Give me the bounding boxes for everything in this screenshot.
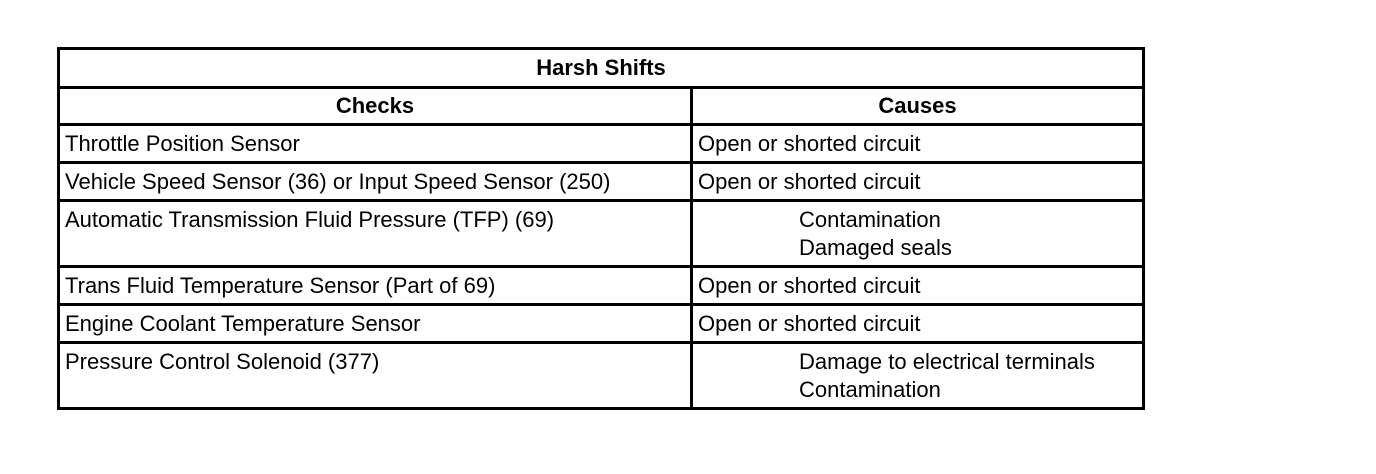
check-label: Throttle Position Sensor (65, 131, 300, 156)
column-header-causes: Causes (692, 88, 1144, 125)
table-row (59, 305, 1144, 343)
harsh-shifts-table (57, 47, 1145, 410)
cause-item: Damage to electrical terminals (799, 349, 1095, 374)
cause-cell (692, 125, 1144, 163)
table-row (59, 267, 1144, 305)
cause-cell (692, 267, 1144, 305)
cause-cell (692, 305, 1144, 343)
check-cell (59, 343, 692, 409)
cause-cell (692, 163, 1144, 201)
cause-label: Open or shorted circuit (698, 273, 921, 298)
cause-item: Contamination (799, 377, 941, 402)
cause-label: Open or shorted circuit (698, 131, 921, 156)
table-row (59, 125, 1144, 163)
cause-label: Open or shorted circuit (698, 169, 921, 194)
check-label: Trans Fluid Temperature Sensor (Part of 69) (65, 273, 496, 298)
check-label: Automatic Transmission Fluid Pressure (TFP) (69) (65, 207, 555, 232)
table-row (59, 343, 1144, 409)
cause-list (693, 202, 1142, 262)
cause-cell (692, 343, 1144, 409)
table-title-row (59, 49, 1144, 88)
cause-item: Contamination (799, 207, 941, 232)
check-cell (59, 305, 692, 343)
table-header-row (59, 88, 1144, 125)
table-row (59, 201, 1144, 267)
cause-item: Damaged seals (799, 235, 952, 260)
column-header-checks: Checks (59, 88, 692, 125)
check-cell (59, 267, 692, 305)
check-label: Pressure Control Solenoid (377) (65, 349, 380, 374)
check-cell (59, 163, 692, 201)
check-cell (59, 201, 692, 267)
cause-list (693, 344, 1142, 404)
cause-label: Open or shorted circuit (698, 311, 921, 336)
table-row (59, 163, 1144, 201)
check-cell (59, 125, 692, 163)
table-title: Harsh Shifts (59, 49, 1144, 88)
cause-cell (692, 201, 1144, 267)
check-label: Engine Coolant Temperature Sensor (65, 311, 421, 336)
check-label: Vehicle Speed Sensor (36) or Input Speed Sensor (250) (65, 169, 611, 194)
